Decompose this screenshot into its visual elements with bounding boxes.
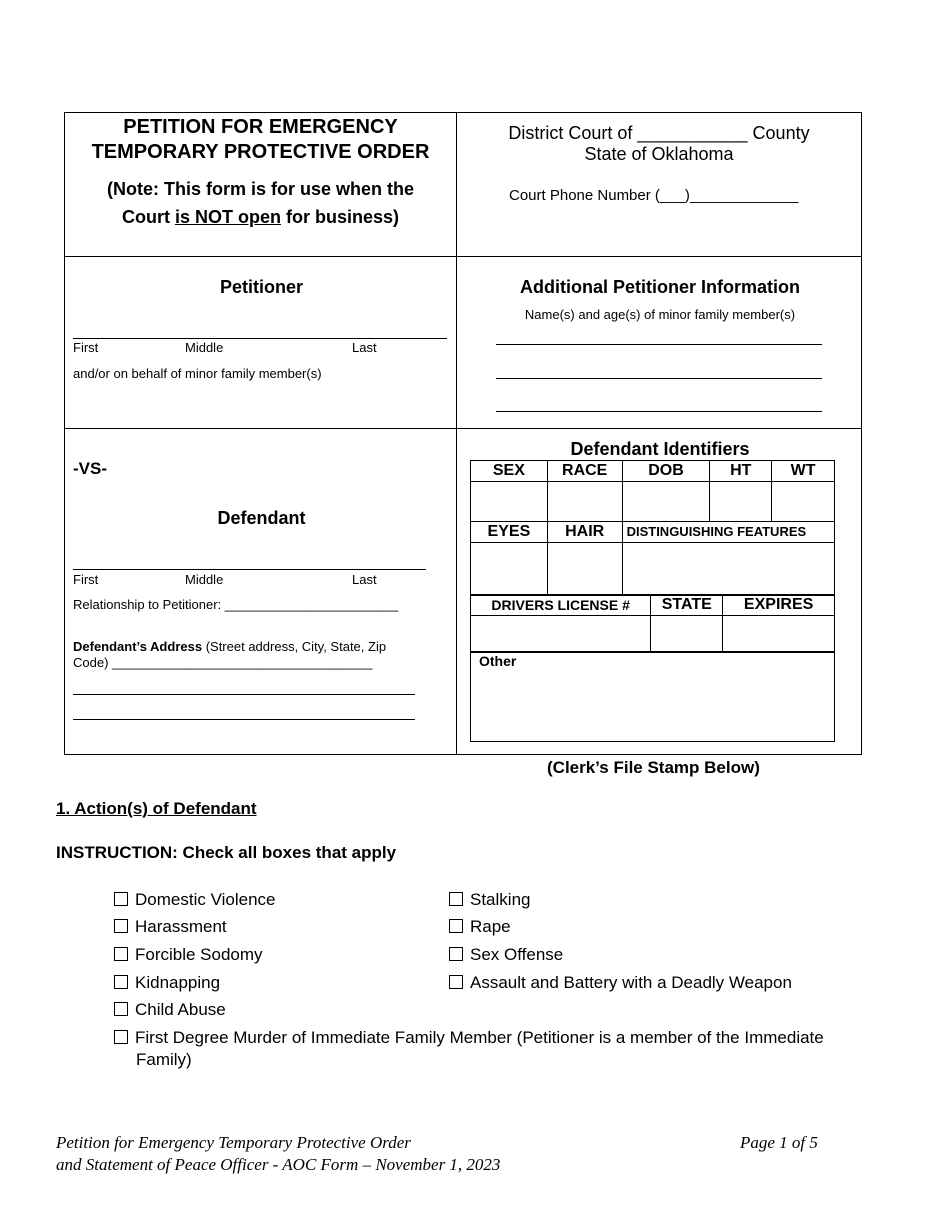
minor-member-line-2[interactable] [496,378,822,379]
checkbox-rape[interactable]: Rape [449,917,511,937]
checkbox-harassment[interactable]: Harassment [114,917,227,937]
note-line2: Court is NOT open for business) [121,207,400,227]
ht-field[interactable] [710,482,772,522]
first-degree-murder-continued: Family) [136,1050,192,1069]
checkbox-icon[interactable] [114,947,128,961]
license-field[interactable] [471,616,651,653]
features-field[interactable] [622,543,834,596]
address-line-2[interactable] [73,694,415,695]
court-phone: Court Phone Number (___)_____________ [509,187,799,204]
identifiers-table-row1 [470,460,835,522]
instruction-text: INSTRUCTION: Check all boxes that apply [56,843,397,862]
additional-heading: Additional Petitioner Information [520,277,800,297]
defendant-first-label: First [73,572,99,587]
identifiers-table-row3 [470,594,835,653]
section1-heading: 1. Action(s) of Defendant [56,799,257,818]
relationship-field[interactable]: Relationship to Petitioner: ________________________ [73,597,399,612]
petitioner-last-label: Last [352,340,377,355]
checkbox-icon[interactable] [449,892,463,906]
defendant-last-label: Last [352,572,377,587]
identifiers-heading: Defendant Identifiers [570,439,750,459]
address-line-3[interactable] [73,719,415,720]
identifiers-cell [456,428,862,755]
expires-field[interactable] [723,616,835,653]
defendant-name-line[interactable] [73,569,426,570]
additional-subheading: Name(s) and age(s) of minor family member(s) [524,307,796,322]
page-number: Page 1 of 5 [740,1133,818,1152]
defendant-cell [64,428,457,755]
race-field[interactable] [547,482,622,522]
checkbox-assault-battery[interactable]: Assault and Battery with a Deadly Weapon [449,973,792,993]
court-state: State of Oklahoma [584,144,734,164]
checkbox-icon[interactable] [449,919,463,933]
petitioner-middle-label: Middle [185,340,224,355]
address-label: Defendant’s Address (Street address, City, State, Zip [73,639,387,654]
checkbox-stalking[interactable]: Stalking [449,890,530,910]
checkbox-sex-offense[interactable]: Sex Offense [449,945,563,965]
other-label: Other [479,653,517,669]
race-header: RACE [547,461,622,482]
wt-header: WT [772,461,835,482]
petitioner-heading: Petitioner [219,277,303,297]
identifiers-table-row2 [470,521,835,596]
ht-header: HT [710,461,772,482]
checkbox-first-degree-murder[interactable]: First Degree Murder of Immediate Family Member (Petitioner is a member of the Immediate [114,1028,824,1048]
vs-label: -VS- [73,459,107,478]
note-line1: (Note: This form is for use when the [106,179,415,199]
checkbox-icon[interactable] [114,975,128,989]
dob-field[interactable] [622,482,710,522]
checkbox-icon[interactable] [114,919,128,933]
checkbox-forcible-sodomy[interactable]: Forcible Sodomy [114,945,263,965]
checkbox-domestic-violence[interactable]: Domestic Violence [114,890,275,910]
court-cell [456,112,862,257]
footer-form-title: Petition for Emergency Temporary Protective Order [56,1133,411,1152]
wt-field[interactable] [772,482,835,522]
defendant-heading: Defendant [217,508,306,528]
checkbox-icon[interactable] [114,892,128,906]
address-code-field[interactable]: Code) ____________________________________ [73,655,373,670]
defendant-middle-label: Middle [185,572,224,587]
minor-member-line-1[interactable] [496,344,822,345]
checkbox-child-abuse[interactable]: Child Abuse [114,1000,226,1020]
footer-form-info: and Statement of Peace Officer - AOC Form – November 1, 2023 [56,1155,501,1174]
petitioner-behalf-label: and/or on behalf of minor family member(s) [73,366,322,381]
sex-header: SEX [471,461,548,482]
eyes-header: EYES [471,522,548,543]
clerk-stamp-label: (Clerk’s File Stamp Below) [547,758,760,777]
form-title-line1: PETITION FOR EMERGENCY [123,116,398,138]
checkbox-kidnapping[interactable]: Kidnapping [114,973,220,993]
features-header: DISTINGUISHING FEATURES [622,522,834,543]
court-name: District Court of ___________ County [508,123,810,143]
minor-member-line-3[interactable] [496,411,822,412]
sex-field[interactable] [471,482,548,522]
hair-field[interactable] [547,543,622,596]
petitioner-first-label: First [73,340,99,355]
dob-header: DOB [622,461,710,482]
checkbox-icon[interactable] [449,947,463,961]
caption-table [64,112,862,755]
other-field[interactable] [470,651,835,742]
state-field[interactable] [651,616,723,653]
form-title-line2: TEMPORARY PROTECTIVE ORDER [91,141,430,163]
additional-petitioner-cell [456,256,862,429]
expires-header: EXPIRES [723,595,835,616]
eyes-field[interactable] [471,543,548,596]
checkbox-icon[interactable] [449,975,463,989]
hair-header: HAIR [547,522,622,543]
checkbox-icon[interactable] [114,1030,128,1044]
checkbox-icon[interactable] [114,1002,128,1016]
petitioner-name-line[interactable] [73,338,447,339]
license-header: DRIVERS LICENSE # [471,595,651,616]
petitioner-cell [64,256,457,429]
title-cell [64,112,457,257]
state-header: STATE [651,595,723,616]
